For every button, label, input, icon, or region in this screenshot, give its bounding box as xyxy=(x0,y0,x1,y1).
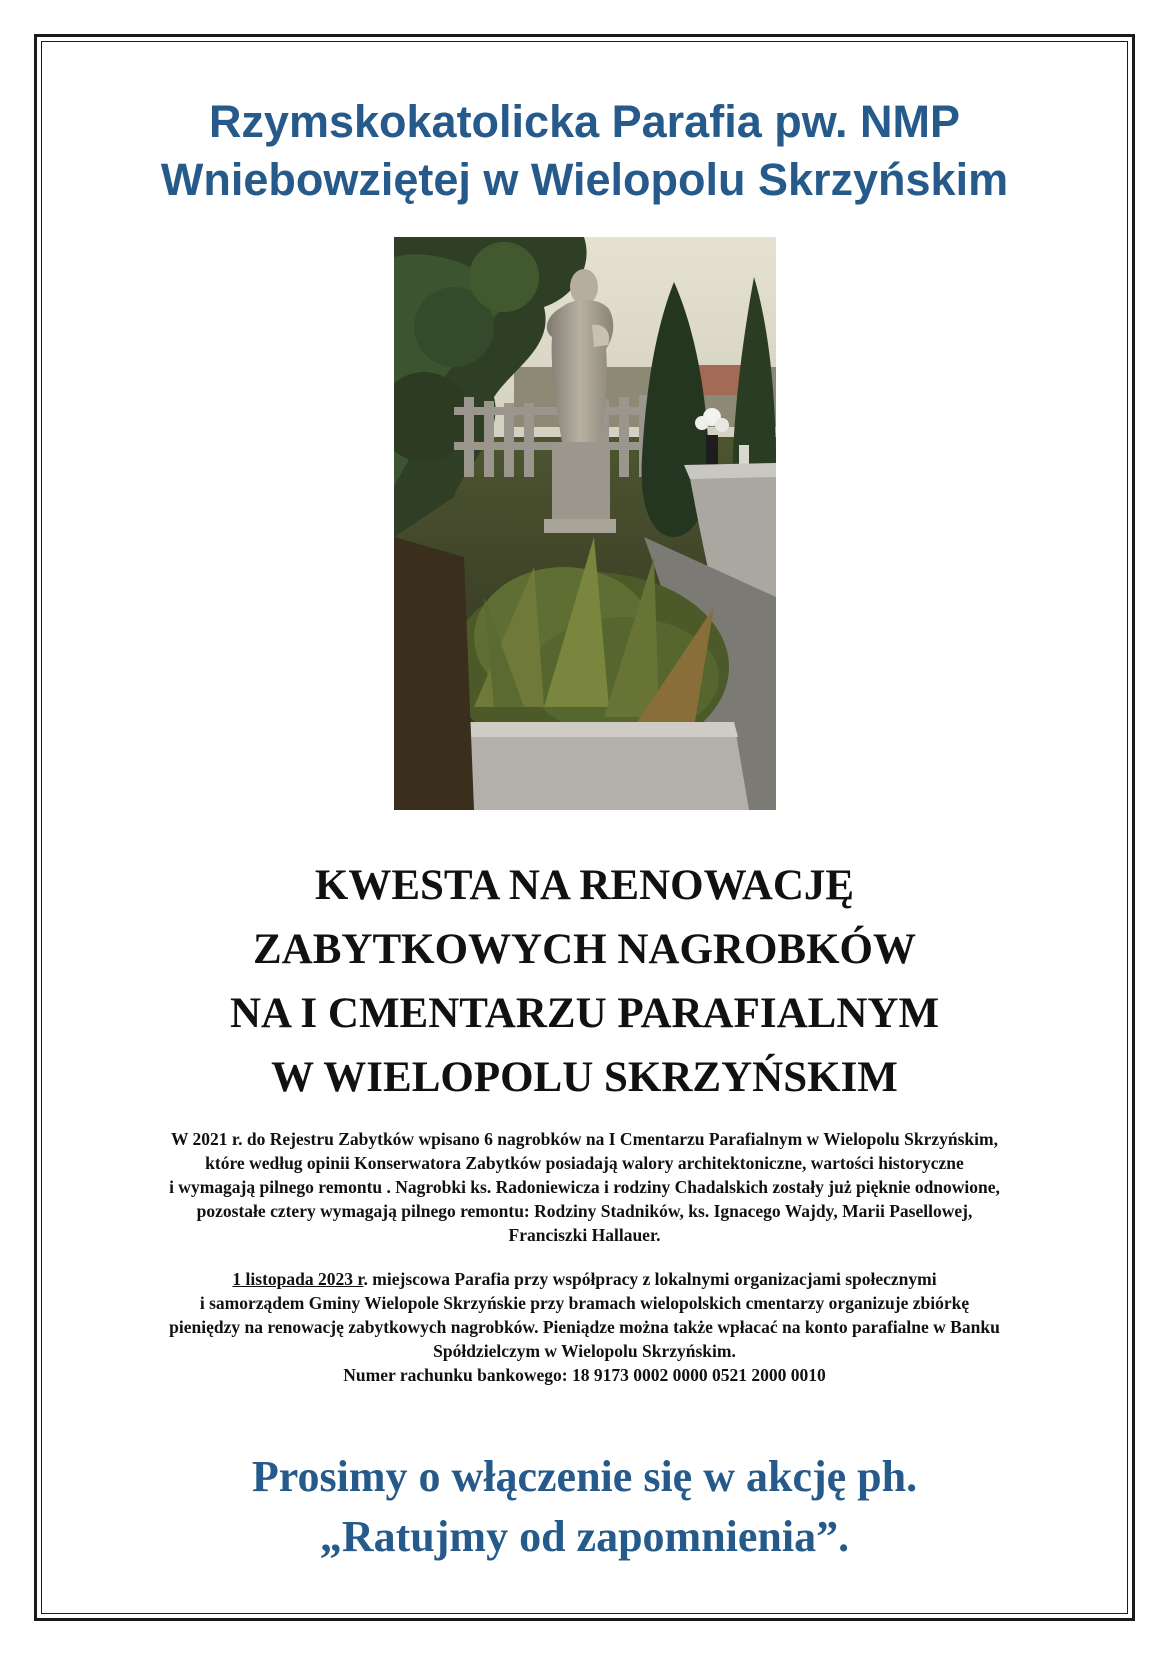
collection-line-3: pieniędzy na renowację zabytkowych nagrobków. Pieniądze można także wpłacać na konto parafialne w Banku xyxy=(169,1317,1000,1337)
statue-photo xyxy=(394,237,776,810)
main-heading-line-2: ZABYTKOWYCH NAGROBKÓW xyxy=(253,926,916,973)
main-heading-line-3: NA I CMENTARZU PARAFIALNYM xyxy=(229,990,940,1037)
registry-line-4: pozostałe cztery wymagają pilnego remontu: Rodziny Stadników, ks. Ignacego Wajdy, Marii Pasellowej, xyxy=(196,1201,973,1221)
main-heading-line-1: KWESTA NA RENOWACJĘ xyxy=(314,862,855,909)
main-heading-line-4: W WIELOPOLU SKRZYŃSKIM xyxy=(271,1054,898,1101)
registry-line-5: Franciszki Hallauer. xyxy=(508,1225,661,1245)
closing-appeal xyxy=(41,1447,1128,1567)
poster xyxy=(41,41,1128,1614)
collection-date: 1 listopada 2023 r xyxy=(232,1269,364,1289)
collection-line-4: Spółdzielczym w Wielopolu Skrzyńskim. xyxy=(433,1341,736,1361)
registry-line-2: które według opinii Konserwatora Zabytków posiadają walory architektoniczne, wartości historyczne xyxy=(205,1153,964,1173)
closing-line-1: Prosimy o włączenie się w akcję ph. xyxy=(251,1452,918,1501)
registry-line-1: W 2021 r. do Rejestru Zabytków wpisano 6 nagrobków na I Cmentarzu Parafialnym w Wielopolu Skrzyńskim, xyxy=(171,1129,998,1149)
collection-line-1-rest: . miejscowa Parafia przy współpracy z lokalnymi organizacjami społecznymi xyxy=(363,1269,937,1289)
parish-name-line-2: Wniebowziętej w Wielopolu Skrzyńskim xyxy=(160,154,1009,205)
collection-paragraph xyxy=(51,1267,1118,1387)
parish-name xyxy=(41,93,1128,209)
registry-line-3: i wymagają pilnego remontu . Nagrobki ks. Radoniewicza i rodziny Chadalskich zostały już pięknie odnowione, xyxy=(169,1177,1000,1197)
parish-name-line-1: Rzymskokatolicka Parafia pw. NMP xyxy=(208,96,961,147)
collection-line-1 xyxy=(51,1267,1118,1291)
registry-paragraph xyxy=(51,1127,1118,1247)
bank-account-number: Numer rachunku bankowego: 18 9173 0002 0000 0521 2000 0010 xyxy=(343,1365,826,1385)
collection-line-2: i samorządem Gminy Wielopole Skrzyńskie przy bramach wielopolskich cmentarzy organizuje zbiórkę xyxy=(199,1293,970,1313)
closing-line-2: „Ratujmy od zapomnienia”. xyxy=(319,1512,850,1561)
main-heading xyxy=(41,854,1128,1110)
